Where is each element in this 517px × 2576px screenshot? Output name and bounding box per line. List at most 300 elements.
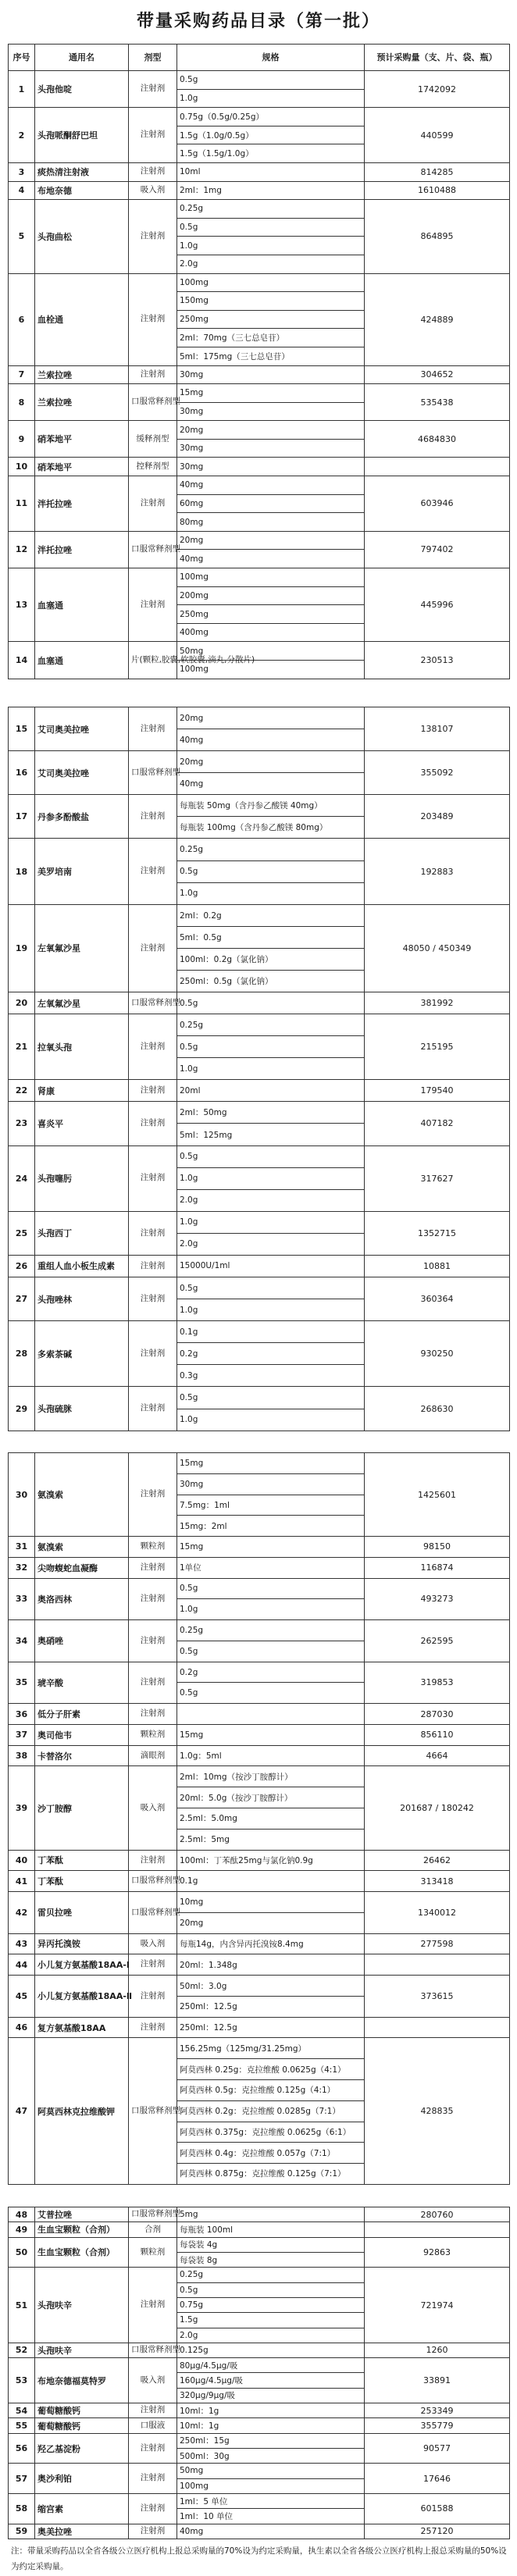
dosage-form: 口服常释剂型 [129, 992, 177, 1014]
table-row [9, 2418, 510, 2433]
drug-name: 丁苯酞 [35, 1850, 129, 1871]
dosage-form: 颗粒剂 [129, 2237, 177, 2268]
estimated-quantity: 48050 / 450349 [365, 904, 510, 992]
drug-spec: 1ml：10 单位 [177, 2509, 365, 2524]
row-number: 6 [9, 273, 35, 365]
drug-name: 缩宫素 [35, 2493, 129, 2524]
dosage-form: 注射剂 [129, 2493, 177, 2524]
estimated-quantity: 4684830 [365, 421, 510, 458]
drug-name: 布地奈德 [35, 181, 129, 200]
estimated-quantity: 493273 [365, 1578, 510, 1620]
drug-name: 兰索拉唑 [35, 365, 129, 384]
dosage-form: 注射剂 [129, 2524, 177, 2539]
drug-spec: 2ml：50mg [177, 1102, 365, 1124]
drug-spec: 0.75g [177, 2297, 365, 2312]
row-number: 17 [9, 795, 35, 839]
drug-spec: 1.5g [177, 2313, 365, 2328]
estimated-quantity: 98150 [365, 1537, 510, 1558]
row-number: 4 [9, 181, 35, 200]
drug-spec: 80mg [177, 513, 365, 532]
estimated-quantity: 445996 [365, 568, 510, 642]
catalog-table-segment [8, 44, 510, 679]
drug-spec: 0.5g [177, 992, 365, 1014]
estimated-quantity: 355779 [365, 2418, 510, 2433]
dosage-form: 缓释剂型 [129, 421, 177, 458]
table-row [9, 2524, 510, 2539]
estimated-quantity: 864895 [365, 200, 510, 273]
drug-spec: 1单位 [177, 1557, 365, 1578]
drug-name: 奥司他韦 [35, 1724, 129, 1745]
table-row [9, 162, 510, 181]
dosage-form: 注射剂 [129, 476, 177, 532]
drug-spec: 20mg [177, 751, 365, 773]
table-row [9, 795, 510, 817]
drug-name: 头孢曲松 [35, 200, 129, 273]
dosage-form: 口服常释剂型 [129, 384, 177, 421]
drug-spec: 阿莫西林 0.2g：克拉维酸 0.0285g（7:1） [177, 2100, 365, 2122]
table-row [9, 1453, 510, 1474]
drug-name: 头孢哌酮舒巴坦 [35, 108, 129, 163]
drug-spec: 30mg [177, 439, 365, 458]
table-row [9, 2268, 510, 2282]
estimated-quantity: 381992 [365, 992, 510, 1014]
drug-spec: 1.0g [177, 1599, 365, 1620]
row-number: 39 [9, 1766, 35, 1850]
dosage-form: 注射剂 [129, 1211, 177, 1255]
row-number: 7 [9, 365, 35, 384]
table-row [9, 71, 510, 90]
drug-spec: 20mg [177, 1912, 365, 1933]
drug-spec: 1.0g [177, 1058, 365, 1080]
estimated-quantity: 721974 [365, 2268, 510, 2343]
dosage-form: 注射剂 [129, 2464, 177, 2494]
drug-name: 丁苯酞 [35, 1871, 129, 1892]
estimated-quantity: 268630 [365, 1387, 510, 1431]
drug-spec: 0.5g [177, 1277, 365, 1299]
drug-spec: 100mg [177, 273, 365, 292]
drug-spec: 0.75g（0.5g/0.25g） [177, 108, 365, 126]
drug-name: 奥沙利铂 [35, 2464, 129, 2494]
drug-spec: 1.0g [177, 89, 365, 108]
row-number: 27 [9, 1277, 35, 1321]
row-number: 21 [9, 1014, 35, 1080]
table-row [9, 2222, 510, 2237]
row-number: 57 [9, 2464, 35, 2494]
table-row [9, 1277, 510, 1299]
table-row [9, 273, 510, 292]
row-number: 56 [9, 2433, 35, 2464]
drug-spec: 20mg [177, 421, 365, 440]
drug-spec: 2.0g [177, 1189, 365, 1211]
dosage-form: 吸入剂 [129, 1933, 177, 1954]
drug-spec: 15mg：2ml [177, 1516, 365, 1537]
estimated-quantity [365, 1954, 510, 1976]
table-row [9, 2343, 510, 2357]
drug-spec: 250ml：0.5g（氯化钠） [177, 970, 365, 992]
table-row [9, 1850, 510, 1871]
drug-spec: 10mg [177, 1892, 365, 1913]
table-row [9, 1933, 510, 1954]
table-row [9, 1976, 510, 1997]
estimated-quantity: 373615 [365, 1976, 510, 2018]
drug-spec: 2.5ml：5.0mg [177, 1808, 365, 1830]
dosage-form: 口服常释剂型 [129, 2343, 177, 2357]
row-number: 24 [9, 1145, 35, 1211]
estimated-quantity: 203489 [365, 795, 510, 839]
table-row [9, 1321, 510, 1343]
estimated-quantity: 814285 [365, 162, 510, 181]
row-number: 44 [9, 1954, 35, 1976]
drug-spec: 阿莫西林 0.25g：克拉维酸 0.0625g（4:1） [177, 2059, 365, 2080]
dosage-form: 注射剂 [129, 1080, 177, 1102]
drug-name: 美罗培南 [35, 839, 129, 904]
drug-spec: 100ml：丁苯酞25mg与氯化钠0.9g [177, 1850, 365, 1871]
drug-spec: 0.25g [177, 839, 365, 860]
dosage-form: 注射剂 [129, 1578, 177, 1620]
drug-spec: 1.5g（1.5g/1.0g） [177, 144, 365, 163]
drug-spec: 1.0g：5ml [177, 1745, 365, 1766]
estimated-quantity: 603946 [365, 476, 510, 532]
dosage-form: 注射剂 [129, 1145, 177, 1211]
row-number: 37 [9, 1724, 35, 1745]
table-header-row [9, 45, 510, 71]
column-header-form: 剂型 [129, 45, 177, 71]
drug-spec: 250mg [177, 605, 365, 624]
table-row [9, 1080, 510, 1102]
drug-spec: 1.0g [177, 1299, 365, 1321]
table-row [9, 2433, 510, 2448]
drug-spec: 320μg/9μg/吸 [177, 2388, 365, 2403]
drug-name: 头孢呋辛 [35, 2343, 129, 2357]
drug-spec: 2ml：10mg（按沙丁胺醇计） [177, 1766, 365, 1787]
row-number: 13 [9, 568, 35, 642]
drug-name: 氨溴索 [35, 1537, 129, 1558]
row-number: 12 [9, 531, 35, 568]
row-number: 38 [9, 1745, 35, 1766]
dosage-form: 片(颗粒,胶囊,软胶囊,滴丸,分散片) [129, 642, 177, 679]
estimated-quantity: 797402 [365, 531, 510, 568]
drug-spec: 15mg [177, 384, 365, 403]
dosage-form: 注射剂 [129, 795, 177, 839]
drug-spec: 0.125g [177, 2343, 365, 2357]
drug-spec: 10ml：1g [177, 2418, 365, 2433]
column-header-qty: 预计采购量（支、片、袋、瓶） [365, 45, 510, 71]
table-row [9, 1557, 510, 1578]
dosage-form: 注射剂 [129, 1557, 177, 1578]
row-number: 30 [9, 1453, 35, 1537]
table-row [9, 200, 510, 219]
table-row [9, 707, 510, 729]
row-number: 41 [9, 1871, 35, 1892]
drug-spec: 30mg [177, 365, 365, 384]
estimated-quantity: 201687 / 180242 [365, 1766, 510, 1850]
drug-name: 小儿复方氨基酸18AA-Ⅱ [35, 1976, 129, 2018]
column-header-name: 通用名 [35, 45, 129, 71]
dosage-form: 注射剂 [129, 707, 177, 751]
estimated-quantity: 535438 [365, 384, 510, 421]
row-number: 25 [9, 1211, 35, 1255]
catalog-table-segment [8, 1452, 510, 2185]
dosage-form: 注射剂 [129, 200, 177, 273]
drug-spec: 40mg [177, 729, 365, 751]
row-number: 34 [9, 1620, 35, 1662]
estimated-quantity: 116874 [365, 1557, 510, 1578]
drug-spec: 阿莫西林 0.5g：克拉维酸 0.125g（4:1） [177, 2079, 365, 2100]
drug-name: 泮托拉唑 [35, 476, 129, 532]
table-row [9, 384, 510, 403]
dosage-form: 注射剂 [129, 1850, 177, 1871]
estimated-quantity: 33891 [365, 2358, 510, 2403]
dosage-form: 注射剂 [129, 2403, 177, 2418]
drug-name: 奥洛西林 [35, 1578, 129, 1620]
dosage-form: 注射剂 [129, 365, 177, 384]
estimated-quantity [365, 458, 510, 476]
drug-name: 布地奈德福莫特罗 [35, 2358, 129, 2403]
estimated-quantity: 215195 [365, 1014, 510, 1080]
drug-spec: 20mg [177, 531, 365, 550]
dosage-form: 注射剂 [129, 162, 177, 181]
table-row [9, 1871, 510, 1892]
drug-name: 雷贝拉唑 [35, 1892, 129, 1934]
table-row [9, 1102, 510, 1124]
drug-name: 硝苯地平 [35, 458, 129, 476]
drug-name: 葡萄糖酸钙 [35, 2418, 129, 2433]
drug-spec: 15mg [177, 1537, 365, 1558]
estimated-quantity: 138107 [365, 707, 510, 751]
drug-name: 泮托拉唑 [35, 531, 129, 568]
drug-spec: 0.2g [177, 1343, 365, 1365]
drug-spec: 每瓶14g，内含异丙托溴铵8.4mg [177, 1933, 365, 1954]
row-number: 33 [9, 1578, 35, 1620]
drug-spec: 40mg [177, 476, 365, 495]
table-row [9, 904, 510, 926]
drug-name: 复方氨基酸18AA [35, 2017, 129, 2038]
row-number: 45 [9, 1976, 35, 2018]
drug-spec: 0.25g [177, 2268, 365, 2282]
estimated-quantity: 253349 [365, 2403, 510, 2418]
row-number: 53 [9, 2358, 35, 2403]
drug-spec: 10ml：1g [177, 2403, 365, 2418]
drug-name: 重组人血小板生成素 [35, 1255, 129, 1277]
estimated-quantity: 10881 [365, 1255, 510, 1277]
row-number: 1 [9, 71, 35, 108]
estimated-quantity [365, 2222, 510, 2237]
drug-name: 肾康 [35, 1080, 129, 1102]
dosage-form: 口服常释剂型 [129, 751, 177, 795]
table-row [9, 1255, 510, 1277]
table-row [9, 1211, 510, 1233]
drug-spec: 250ml：12.5g [177, 2017, 365, 2038]
drug-spec: 2ml：1mg [177, 181, 365, 200]
estimated-quantity: 280760 [365, 2207, 510, 2222]
drug-spec: 阿莫西林 0.4g：克拉维酸 0.057g（7:1） [177, 2143, 365, 2164]
drug-name: 卡替洛尔 [35, 1745, 129, 1766]
drug-spec: 0.5g [177, 71, 365, 90]
drug-spec: 7.5mg：1ml [177, 1495, 365, 1516]
table-row [9, 1537, 510, 1558]
drug-spec: 1ml：5 单位 [177, 2493, 365, 2508]
row-number: 48 [9, 2207, 35, 2222]
drug-spec: 5ml：125mg [177, 1124, 365, 1145]
drug-spec: 1.0g [177, 1211, 365, 1233]
drug-spec: 0.5g [177, 1578, 365, 1599]
estimated-quantity: 304652 [365, 365, 510, 384]
drug-spec: 20ml：5.0g（按沙丁胺醇计） [177, 1787, 365, 1808]
column-header-no: 序号 [9, 45, 35, 71]
drug-name: 硝苯地平 [35, 421, 129, 458]
row-number: 16 [9, 751, 35, 795]
estimated-quantity: 407182 [365, 1102, 510, 1145]
drug-name: 艾普拉唑 [35, 2207, 129, 2222]
estimated-quantity: 428835 [365, 2038, 510, 2184]
drug-spec: 0.25g [177, 1014, 365, 1036]
row-number: 49 [9, 2222, 35, 2237]
estimated-quantity: 277598 [365, 1933, 510, 1954]
drug-name: 多索茶碱 [35, 1321, 129, 1387]
row-number: 58 [9, 2493, 35, 2524]
table-row [9, 839, 510, 860]
estimated-quantity: 26462 [365, 1850, 510, 1871]
drug-spec: 0.25g [177, 1620, 365, 1641]
drug-spec: 1.0g [177, 882, 365, 904]
drug-spec: 0.1g [177, 1321, 365, 1343]
row-number: 51 [9, 2268, 35, 2343]
drug-spec: 60mg [177, 494, 365, 513]
table-row [9, 1704, 510, 1725]
drug-name: 头孢呋辛 [35, 2268, 129, 2343]
dosage-form: 注射剂 [129, 1976, 177, 2018]
dosage-form: 控释剂型 [129, 458, 177, 476]
estimated-quantity: 1425601 [365, 1453, 510, 1537]
dosage-form: 注射剂 [129, 1453, 177, 1537]
table-row [9, 531, 510, 550]
catalog-table-segment [8, 707, 510, 1431]
table-row [9, 2038, 510, 2059]
row-number: 18 [9, 839, 35, 904]
drug-spec: 50mg [177, 642, 365, 661]
estimated-quantity: 856110 [365, 1724, 510, 1745]
dosage-form: 注射剂 [129, 1014, 177, 1080]
drug-spec: 20mg [177, 707, 365, 729]
row-number: 55 [9, 2418, 35, 2433]
dosage-form: 吸入剂 [129, 181, 177, 200]
drug-spec: 0.3g [177, 1365, 365, 1387]
dosage-form: 颗粒剂 [129, 1724, 177, 1745]
drug-name: 痰热清注射液 [35, 162, 129, 181]
drug-spec: 0.5g [177, 2282, 365, 2297]
estimated-quantity: 192883 [365, 839, 510, 904]
table-row [9, 2017, 510, 2038]
dosage-form: 口服常释剂型 [129, 2207, 177, 2222]
drug-spec: 每瓶装 50mg（含丹参乙酸镁 40mg） [177, 795, 365, 817]
row-number: 10 [9, 458, 35, 476]
table-row [9, 1766, 510, 1787]
drug-spec: 50ml：3.0g [177, 1976, 365, 1997]
row-number: 20 [9, 992, 35, 1014]
table-row [9, 1662, 510, 1683]
drug-spec: 30mg [177, 402, 365, 421]
dosage-form: 口服液 [129, 2418, 177, 2433]
drug-spec: 100mg [177, 661, 365, 679]
table-row [9, 1892, 510, 1913]
estimated-quantity: 1352715 [365, 1211, 510, 1255]
drug-spec: 0.5g [177, 1387, 365, 1409]
estimated-quantity: 313418 [365, 1871, 510, 1892]
table-row [9, 992, 510, 1014]
drug-spec: 40mg [177, 550, 365, 568]
drug-name: 血塞通 [35, 568, 129, 642]
drug-spec: 50mg [177, 2464, 365, 2478]
dosage-form: 注射剂 [129, 1277, 177, 1321]
row-number: 28 [9, 1321, 35, 1387]
table-row [9, 1745, 510, 1766]
estimated-quantity: 90577 [365, 2433, 510, 2464]
drug-name: 艾司奥美拉唑 [35, 707, 129, 751]
table-row [9, 1724, 510, 1745]
drug-spec: 2.5ml：5mg [177, 1829, 365, 1850]
table-row [9, 1578, 510, 1599]
drug-name: 丹参多酚酸盐 [35, 795, 129, 839]
drug-name: 氨溴索 [35, 1453, 129, 1537]
row-number: 42 [9, 1892, 35, 1934]
catalog-table-segment [8, 2207, 510, 2539]
drug-spec: 0.5g [177, 1683, 365, 1704]
estimated-quantity: 360364 [365, 1277, 510, 1321]
drug-name: 生血宝颗粒（合剂） [35, 2237, 129, 2268]
drug-spec: 0.5g [177, 860, 365, 882]
drug-spec: 156.25mg（125mg/31.25mg） [177, 2038, 365, 2059]
table-row [9, 1387, 510, 1409]
table-row [9, 421, 510, 440]
drug-name: 左氧氟沙星 [35, 992, 129, 1014]
row-number: 50 [9, 2237, 35, 2268]
dosage-form: 注射剂 [129, 2017, 177, 2038]
dosage-form: 注射剂 [129, 904, 177, 992]
drug-spec: 5mg [177, 2207, 365, 2222]
table-row [9, 458, 510, 476]
table-row [9, 1014, 510, 1036]
drug-name: 葡萄糖酸钙 [35, 2403, 129, 2418]
estimated-quantity: 317627 [365, 1145, 510, 1211]
drug-name: 琥辛酸 [35, 1662, 129, 1704]
dosage-form: 注射剂 [129, 1662, 177, 1704]
drug-spec: 1.0g [177, 1167, 365, 1189]
drug-name: 喜炎平 [35, 1102, 129, 1145]
drug-name: 异丙托溴铵 [35, 1933, 129, 1954]
row-number: 26 [9, 1255, 35, 1277]
row-number: 2 [9, 108, 35, 163]
table-row [9, 2237, 510, 2252]
column-header-spec: 规格 [177, 45, 365, 71]
drug-spec: 250mg [177, 310, 365, 329]
drug-spec: 15mg [177, 1724, 365, 1745]
drug-spec: 阿莫西林 0.375g：克拉维酸 0.0625g（6:1） [177, 2122, 365, 2143]
estimated-quantity: 4664 [365, 1745, 510, 1766]
dosage-form: 注射剂 [129, 839, 177, 904]
drug-name: 奥硝唑 [35, 1620, 129, 1662]
drug-spec: 15mg [177, 1453, 365, 1474]
row-number: 9 [9, 421, 35, 458]
estimated-quantity: 262595 [365, 1620, 510, 1662]
drug-name: 阿莫西林克拉维酸钾 [35, 2038, 129, 2184]
dosage-form: 口服常释剂型 [129, 1871, 177, 1892]
drug-name: 低分子肝素 [35, 1704, 129, 1725]
estimated-quantity: 424889 [365, 273, 510, 365]
drug-name: 头孢他啶 [35, 71, 129, 108]
footnote: 注：带量采购药品以全省各级公立医疗机构上报总采购量的70%设为约定采购量，执生素以全省各级公立医疗机构上报总采购量的50%设为约定采购量。 [11, 2546, 507, 2571]
dosage-form: 注射剂 [129, 1255, 177, 1277]
drug-spec: 10ml [177, 162, 365, 181]
